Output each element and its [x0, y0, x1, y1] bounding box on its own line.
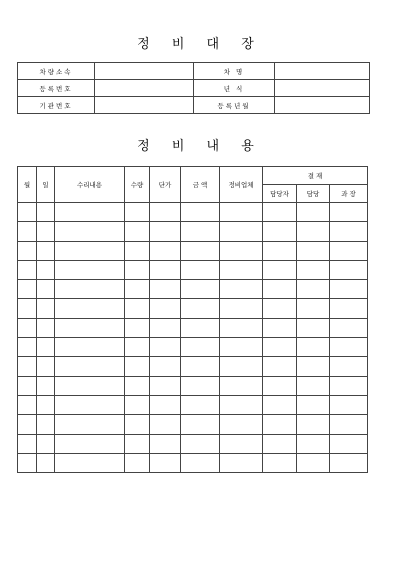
cell-day[interactable]: [37, 241, 55, 260]
cell-quantity[interactable]: [125, 395, 150, 414]
cell-amount[interactable]: [181, 376, 220, 395]
cell-approval-section-chief[interactable]: [330, 241, 368, 260]
header-unit-price: 단가: [150, 167, 181, 203]
cell-day[interactable]: [37, 299, 55, 318]
cell-approval-staff[interactable]: [263, 376, 297, 395]
cell-approval-manager[interactable]: [297, 376, 330, 395]
cell-repair-details[interactable]: [55, 434, 125, 453]
cell-unit-price[interactable]: [150, 453, 181, 472]
cell-quantity[interactable]: [125, 260, 150, 279]
header-approval-staff: 담당자: [263, 185, 297, 203]
cell-amount[interactable]: [181, 299, 220, 318]
cell-repair-vendor[interactable]: [220, 241, 263, 260]
cell-repair-details[interactable]: [55, 241, 125, 260]
cell-approval-staff[interactable]: [263, 299, 297, 318]
cell-day[interactable]: [37, 395, 55, 414]
vehicle-info-body: [18, 63, 370, 114]
cell-approval-manager[interactable]: [297, 222, 330, 241]
cell-approval-manager[interactable]: [297, 318, 330, 337]
cell-amount[interactable]: [181, 395, 220, 414]
cell-day[interactable]: [37, 338, 55, 357]
cell-approval-section-chief[interactable]: [330, 434, 368, 453]
info-row: [18, 63, 370, 80]
cell-unit-price[interactable]: [150, 280, 181, 299]
cell-quantity[interactable]: [125, 318, 150, 337]
cell-approval-staff[interactable]: [263, 415, 297, 434]
cell-month[interactable]: [18, 299, 37, 318]
cell-quantity[interactable]: [125, 222, 150, 241]
cell-repair-vendor[interactable]: [220, 299, 263, 318]
cell-approval-section-chief[interactable]: [330, 395, 368, 414]
cell-quantity[interactable]: [125, 376, 150, 395]
cell-month[interactable]: [18, 203, 37, 222]
cell-unit-price[interactable]: [150, 357, 181, 376]
cell-approval-staff[interactable]: [263, 395, 297, 414]
cell-repair-details[interactable]: [55, 203, 125, 222]
cell-day[interactable]: [37, 260, 55, 279]
cell-amount[interactable]: [181, 434, 220, 453]
cell-amount[interactable]: [181, 357, 220, 376]
maintenance-log-body: [18, 203, 368, 473]
cell-approval-staff[interactable]: [263, 260, 297, 279]
cell-day[interactable]: [37, 222, 55, 241]
cell-approval-manager[interactable]: [297, 453, 330, 472]
cell-repair-details[interactable]: [55, 357, 125, 376]
cell-unit-price[interactable]: [150, 299, 181, 318]
cell-month[interactable]: [18, 222, 37, 241]
cell-unit-price[interactable]: [150, 338, 181, 357]
cell-approval-staff[interactable]: [263, 434, 297, 453]
log-row: [18, 203, 368, 222]
cell-month[interactable]: [18, 376, 37, 395]
cell-month[interactable]: [18, 280, 37, 299]
cell-approval-section-chief[interactable]: [330, 415, 368, 434]
cell-repair-vendor[interactable]: [220, 395, 263, 414]
cell-approval-section-chief[interactable]: [330, 222, 368, 241]
cell-repair-details[interactable]: [55, 415, 125, 434]
cell-unit-price[interactable]: [150, 415, 181, 434]
cell-approval-staff[interactable]: [263, 338, 297, 357]
document-title: 정 비 대 장: [137, 37, 263, 52]
cell-amount[interactable]: [181, 453, 220, 472]
maintenance-log-table: [17, 166, 368, 473]
cell-approval-section-chief[interactable]: [330, 299, 368, 318]
cell-amount[interactable]: [181, 241, 220, 260]
cell-amount[interactable]: [181, 338, 220, 357]
cell-repair-details[interactable]: [55, 280, 125, 299]
log-row: [18, 376, 368, 395]
cell-approval-section-chief[interactable]: [330, 260, 368, 279]
cell-approval-manager[interactable]: [297, 338, 330, 357]
cell-month[interactable]: [18, 241, 37, 260]
log-row: [18, 434, 368, 453]
cell-approval-staff[interactable]: [263, 241, 297, 260]
cell-repair-details[interactable]: [55, 222, 125, 241]
section-title: 정 비 내 용: [137, 139, 263, 154]
cell-month[interactable]: [18, 415, 37, 434]
cell-day[interactable]: [37, 415, 55, 434]
log-row: [18, 222, 368, 241]
cell-quantity[interactable]: [125, 203, 150, 222]
log-row: [18, 241, 368, 260]
header-approval-manager: 담당: [297, 185, 330, 203]
cell-approval-manager[interactable]: [297, 299, 330, 318]
cell-repair-vendor[interactable]: [220, 203, 263, 222]
header-row: [18, 167, 368, 185]
cell-month[interactable]: [18, 434, 37, 453]
cell-quantity[interactable]: [125, 434, 150, 453]
cell-repair-details[interactable]: [55, 453, 125, 472]
cell-approval-manager[interactable]: [297, 260, 330, 279]
cell-approval-manager[interactable]: [297, 280, 330, 299]
info-label-model-year: 년 식: [194, 80, 275, 97]
info-label-registration-date: 등록년월: [194, 97, 275, 114]
maintenance-log-header: [18, 167, 368, 203]
log-row: [18, 453, 368, 472]
cell-approval-section-chief[interactable]: [330, 376, 368, 395]
info-label-affiliation: 차량소속: [18, 63, 95, 80]
log-row: [18, 415, 368, 434]
cell-day[interactable]: [37, 434, 55, 453]
cell-approval-staff[interactable]: [263, 453, 297, 472]
cell-repair-vendor[interactable]: [220, 318, 263, 337]
log-row: [18, 395, 368, 414]
cell-quantity[interactable]: [125, 357, 150, 376]
cell-approval-section-chief[interactable]: [330, 203, 368, 222]
cell-day[interactable]: [37, 357, 55, 376]
cell-repair-vendor[interactable]: [220, 222, 263, 241]
cell-approval-manager[interactable]: [297, 434, 330, 453]
cell-repair-details[interactable]: [55, 299, 125, 318]
header-approval-section-chief: 과 장: [330, 185, 368, 203]
cell-amount[interactable]: [181, 280, 220, 299]
cell-repair-details[interactable]: [55, 260, 125, 279]
cell-quantity[interactable]: [125, 280, 150, 299]
cell-repair-vendor[interactable]: [220, 357, 263, 376]
cell-month[interactable]: [18, 453, 37, 472]
cell-unit-price[interactable]: [150, 260, 181, 279]
log-row: [18, 338, 368, 357]
cell-approval-manager[interactable]: [297, 203, 330, 222]
log-row: [18, 280, 368, 299]
cell-amount[interactable]: [181, 260, 220, 279]
cell-unit-price[interactable]: [150, 241, 181, 260]
log-row: [18, 299, 368, 318]
cell-approval-section-chief[interactable]: [330, 453, 368, 472]
cell-quantity[interactable]: [125, 338, 150, 357]
cell-day[interactable]: [37, 376, 55, 395]
info-label-vehicle-name: 차 명: [194, 63, 275, 80]
cell-day[interactable]: [37, 203, 55, 222]
cell-month[interactable]: [18, 318, 37, 337]
cell-unit-price[interactable]: [150, 376, 181, 395]
cell-quantity[interactable]: [125, 299, 150, 318]
cell-unit-price[interactable]: [150, 434, 181, 453]
cell-quantity[interactable]: [125, 415, 150, 434]
cell-approval-staff[interactable]: [263, 203, 297, 222]
cell-unit-price[interactable]: [150, 395, 181, 414]
info-value-affiliation[interactable]: [95, 63, 194, 80]
header-approval: 결 재: [263, 167, 368, 185]
cell-repair-vendor[interactable]: [220, 453, 263, 472]
info-value-registration-date[interactable]: [275, 97, 370, 114]
cell-approval-staff[interactable]: [263, 280, 297, 299]
header-repair-details: 수리내용: [55, 167, 125, 203]
info-value-registration-number[interactable]: [95, 80, 194, 97]
info-value-model-year[interactable]: [275, 80, 370, 97]
cell-repair-vendor[interactable]: [220, 280, 263, 299]
cell-approval-staff[interactable]: [263, 318, 297, 337]
cell-repair-vendor[interactable]: [220, 376, 263, 395]
header-quantity: 수량: [125, 167, 150, 203]
header-day: 일: [37, 167, 55, 203]
cell-repair-vendor[interactable]: [220, 434, 263, 453]
cell-day[interactable]: [37, 280, 55, 299]
cell-amount[interactable]: [181, 203, 220, 222]
cell-approval-manager[interactable]: [297, 415, 330, 434]
cell-repair-vendor[interactable]: [220, 415, 263, 434]
cell-approval-manager[interactable]: [297, 395, 330, 414]
cell-approval-manager[interactable]: [297, 241, 330, 260]
cell-approval-staff[interactable]: [263, 357, 297, 376]
info-row: [18, 97, 370, 114]
cell-unit-price[interactable]: [150, 222, 181, 241]
cell-amount[interactable]: [181, 318, 220, 337]
cell-repair-details[interactable]: [55, 318, 125, 337]
info-label-engine-number: 기관번호: [18, 97, 95, 114]
cell-day[interactable]: [37, 453, 55, 472]
cell-unit-price[interactable]: [150, 203, 181, 222]
cell-amount[interactable]: [181, 222, 220, 241]
cell-quantity[interactable]: [125, 241, 150, 260]
cell-repair-details[interactable]: [55, 376, 125, 395]
cell-repair-vendor[interactable]: [220, 260, 263, 279]
cell-month[interactable]: [18, 357, 37, 376]
log-row: [18, 260, 368, 279]
cell-approval-section-chief[interactable]: [330, 357, 368, 376]
cell-day[interactable]: [37, 318, 55, 337]
cell-quantity[interactable]: [125, 453, 150, 472]
info-value-engine-number[interactable]: [95, 97, 194, 114]
cell-unit-price[interactable]: [150, 318, 181, 337]
info-row: [18, 80, 370, 97]
cell-approval-staff[interactable]: [263, 222, 297, 241]
cell-repair-vendor[interactable]: [220, 338, 263, 357]
header-repair-vendor: 정비업체: [220, 167, 263, 203]
vehicle-info-table: [17, 62, 370, 114]
cell-amount[interactable]: [181, 415, 220, 434]
header-amount: 금 액: [181, 167, 220, 203]
cell-approval-section-chief[interactable]: [330, 318, 368, 337]
info-value-vehicle-name[interactable]: [275, 63, 370, 80]
cell-repair-details[interactable]: [55, 338, 125, 357]
cell-approval-section-chief[interactable]: [330, 280, 368, 299]
info-label-registration-number: 등록번호: [18, 80, 95, 97]
log-row: [18, 318, 368, 337]
cell-approval-manager[interactable]: [297, 357, 330, 376]
cell-repair-details[interactable]: [55, 395, 125, 414]
log-row: [18, 357, 368, 376]
cell-month[interactable]: [18, 395, 37, 414]
header-month: 월: [18, 167, 37, 203]
cell-month[interactable]: [18, 260, 37, 279]
cell-approval-section-chief[interactable]: [330, 338, 368, 357]
cell-month[interactable]: [18, 338, 37, 357]
